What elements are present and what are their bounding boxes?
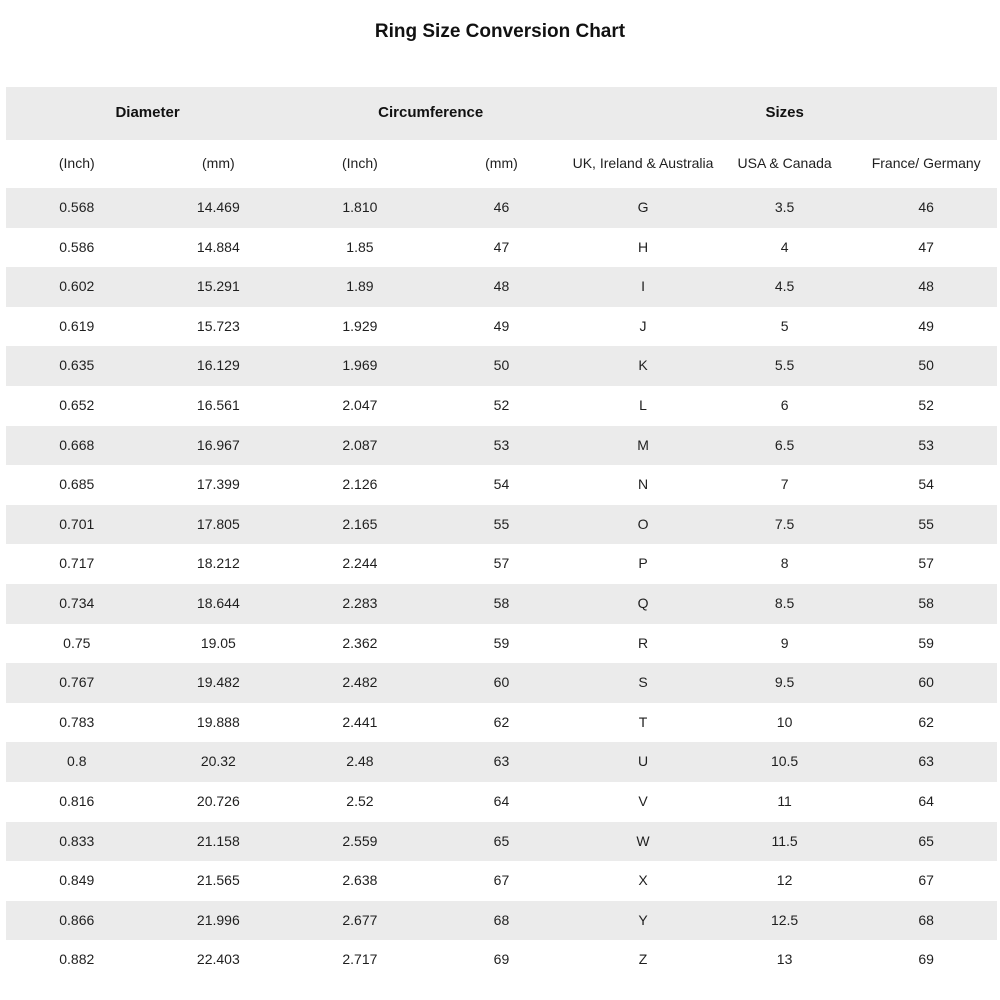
table-cell: 0.586	[59, 238, 95, 255]
column-header: (mm)	[148, 140, 290, 188]
table-cell: 9.5	[774, 674, 795, 691]
table-cell: 14.884	[196, 238, 240, 255]
table-cell: 5	[780, 317, 789, 334]
table-cell: 4.5	[774, 278, 795, 295]
table-cell: 0.734	[59, 594, 95, 611]
table-cell: 10	[776, 713, 793, 730]
table-cell: I	[641, 278, 645, 295]
table-cell: K	[638, 357, 648, 374]
table-cell: 7	[780, 476, 789, 493]
table-cell: 21.565	[196, 872, 240, 889]
table-cell: 21.158	[196, 832, 240, 849]
table-cell: 64	[493, 792, 510, 809]
ring-size-conversion-table	[6, 87, 997, 980]
table-cell: 16.129	[196, 357, 240, 374]
table-row	[6, 228, 997, 268]
group-header-sizes: Sizes	[572, 87, 997, 140]
table-cell: N	[637, 476, 649, 493]
table-cell: 2.559	[342, 832, 378, 849]
table-row	[6, 782, 997, 822]
table-cell: 0.882	[59, 951, 95, 968]
table-cell: V	[638, 792, 648, 809]
group-header-row	[6, 87, 997, 140]
table-cell: 68	[493, 911, 510, 928]
table-row	[6, 742, 997, 782]
table-cell: 0.568	[59, 199, 95, 216]
table-cell: 8.5	[774, 594, 795, 611]
table-cell: 53	[493, 436, 510, 453]
table-cell: 54	[918, 476, 934, 493]
table-row	[6, 465, 997, 505]
table-cell: 2.48	[346, 753, 374, 770]
table-cell: O	[637, 515, 649, 532]
table-cell: 2.244	[342, 555, 378, 572]
table-cell: 9	[780, 634, 789, 651]
table-cell: U	[637, 753, 649, 770]
table-cell: 2.52	[346, 792, 374, 809]
table-cell: 50	[493, 357, 510, 374]
table-cell: 4	[780, 238, 789, 255]
table-cell: G	[637, 199, 649, 216]
table-cell: 0.717	[59, 555, 95, 572]
table-row	[6, 544, 997, 584]
table-cell: 0.668	[59, 436, 95, 453]
table-cell: X	[638, 872, 648, 889]
table-cell: 17.805	[196, 515, 240, 532]
table-cell: 0.849	[59, 872, 95, 889]
table-cell: 67	[918, 872, 934, 889]
table-cell: 0.619	[59, 317, 95, 334]
table-cell: 60	[918, 674, 934, 691]
table-cell: 0.701	[59, 515, 95, 532]
table-cell: 16.967	[196, 436, 240, 453]
table-cell: 2.165	[342, 515, 378, 532]
column-header: UK, Ireland & Australia	[572, 140, 714, 188]
column-header-row	[6, 140, 997, 188]
table-cell: T	[638, 713, 648, 730]
table-row	[6, 307, 997, 347]
table-cell: 58	[493, 594, 510, 611]
table-cell: 18.644	[196, 594, 240, 611]
table-body	[6, 188, 997, 980]
table-cell: 1.85	[346, 238, 374, 255]
column-header: (Inch)	[289, 140, 431, 188]
table-cell: 0.866	[59, 911, 95, 928]
table-cell: 62	[918, 713, 934, 730]
table-cell: 0.8	[67, 753, 87, 770]
table-cell: 8	[780, 555, 789, 572]
table-cell: 11.5	[771, 832, 798, 849]
table-cell: 2.717	[342, 951, 378, 968]
table-cell: 0.635	[59, 357, 95, 374]
table-cell: 0.75	[63, 634, 91, 651]
table-cell: 48	[918, 278, 934, 295]
table-cell: 47	[493, 238, 510, 255]
table-cell: 49	[918, 317, 934, 334]
table-cell: 2.126	[342, 476, 378, 493]
table-row	[6, 703, 997, 743]
table-cell: R	[637, 634, 649, 651]
table-cell: 46	[918, 199, 934, 216]
table-cell: 49	[493, 317, 510, 334]
page-title: Ring Size Conversion Chart	[374, 21, 626, 42]
table-cell: 0.602	[59, 278, 95, 295]
table-cell: 15.723	[196, 317, 240, 334]
table-cell: 1.810	[342, 199, 378, 216]
table-cell: 53	[918, 436, 934, 453]
table-cell: 11	[777, 792, 792, 809]
table-cell: 14.469	[196, 199, 240, 216]
table-row	[6, 267, 997, 307]
table-cell: 12.5	[770, 911, 799, 928]
table-cell: 57	[918, 555, 934, 572]
table-header	[6, 87, 997, 188]
table-cell: 59	[493, 634, 510, 651]
table-cell: 18.212	[196, 555, 240, 572]
table-cell: 20.726	[196, 792, 240, 809]
table-cell: 1.929	[342, 317, 378, 334]
table-cell: 63	[918, 753, 934, 770]
table-row	[6, 822, 997, 862]
table-row	[6, 386, 997, 426]
table-cell: Q	[637, 594, 649, 611]
table-cell: 10.5	[770, 753, 799, 770]
column-header: France/ Germany	[855, 140, 997, 188]
table-cell: 69	[918, 951, 934, 968]
table-cell: 57	[493, 555, 510, 572]
table-cell: 1.969	[342, 357, 378, 374]
table-row	[6, 426, 997, 466]
table-row	[6, 663, 997, 703]
table-cell: 68	[918, 911, 934, 928]
table-row	[6, 940, 997, 980]
table-cell: H	[637, 238, 649, 255]
table-row	[6, 901, 997, 941]
table-cell: 2.362	[342, 634, 378, 651]
table-cell: 2.283	[342, 594, 378, 611]
table-cell: 7.5	[774, 515, 795, 532]
table-cell: 2.441	[342, 713, 378, 730]
table-cell: J	[639, 317, 647, 334]
column-header: USA & Canada	[714, 140, 856, 188]
table-cell: 0.685	[59, 476, 95, 493]
table-cell: P	[638, 555, 648, 572]
table-cell: 65	[918, 832, 934, 849]
group-header-circumference: Circumference	[289, 87, 572, 140]
table-cell: 52	[918, 397, 934, 414]
table-cell: 15.291	[196, 278, 240, 295]
table-cell: 48	[493, 278, 510, 295]
table-row	[6, 624, 997, 664]
column-header: (mm)	[431, 140, 573, 188]
table-cell: 54	[493, 476, 510, 493]
table-row	[6, 346, 997, 386]
table-cell: 3.5	[774, 199, 795, 216]
table-cell: 47	[918, 238, 934, 255]
table-cell: 13	[776, 951, 793, 968]
table-cell: 2.087	[342, 436, 378, 453]
table-cell: 59	[918, 634, 934, 651]
table-cell: 20.32	[200, 753, 236, 770]
table-cell: 12	[776, 872, 793, 889]
table-cell: 55	[493, 515, 510, 532]
table-cell: 60	[493, 674, 510, 691]
table-cell: 2.638	[342, 872, 378, 889]
table-cell: M	[637, 436, 649, 453]
table-cell: 19.482	[196, 674, 240, 691]
table-cell: 19.05	[200, 634, 236, 651]
table-row	[6, 861, 997, 901]
table-cell: 65	[493, 832, 510, 849]
table-row	[6, 584, 997, 624]
table-cell: 19.888	[196, 713, 240, 730]
table-cell: 2.677	[342, 911, 378, 928]
table-cell: 62	[493, 713, 510, 730]
table-cell: 52	[493, 397, 510, 414]
table-cell: S	[638, 674, 648, 691]
table-cell: 0.767	[59, 674, 95, 691]
table-cell: L	[639, 397, 647, 414]
table-cell: 55	[918, 515, 934, 532]
table-cell: 22.403	[196, 951, 240, 968]
table-row	[6, 188, 997, 228]
table-cell: 5.5	[774, 357, 795, 374]
table-cell: W	[636, 832, 650, 849]
table-cell: 46	[493, 199, 510, 216]
table-row	[6, 505, 997, 545]
table-cell: 0.833	[59, 832, 95, 849]
table-cell: 67	[493, 872, 510, 889]
table-cell: 16.561	[196, 397, 240, 414]
table-cell: 64	[918, 792, 934, 809]
table-cell: 2.482	[342, 674, 378, 691]
table-cell: 6.5	[774, 436, 795, 453]
table-cell: 1.89	[346, 278, 374, 295]
table-cell: 50	[918, 357, 934, 374]
table-cell: 0.816	[59, 792, 95, 809]
table-cell: 2.047	[342, 397, 378, 414]
table-cell: 0.652	[59, 397, 95, 414]
table-cell: 6	[780, 397, 789, 414]
table-cell: Y	[638, 911, 648, 928]
table-cell: 58	[918, 594, 934, 611]
column-header: (Inch)	[6, 140, 148, 188]
table-cell: 0.783	[59, 713, 95, 730]
table-cell: 63	[493, 753, 510, 770]
group-header-diameter: Diameter	[6, 87, 289, 140]
table-cell: 17.399	[196, 476, 240, 493]
table-cell: 69	[493, 951, 510, 968]
table-cell: Z	[638, 951, 648, 968]
table-cell: 21.996	[196, 911, 240, 928]
